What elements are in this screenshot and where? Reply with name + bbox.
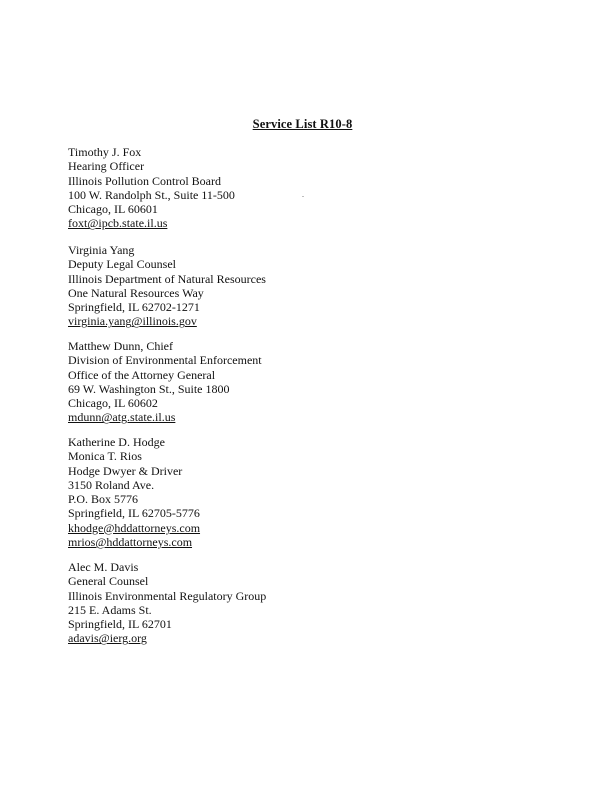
contact-city: Springfield, IL 62705-5776 bbox=[68, 506, 200, 521]
contact-street: 69 W. Washington St., Suite 1800 bbox=[68, 381, 230, 396]
contact-name: Timothy J. Fox bbox=[68, 145, 142, 159]
contact-block bbox=[68, 435, 200, 549]
contact-email-link[interactable]: adavis@ierg.org bbox=[68, 631, 147, 646]
page-title: Service List R10-8 bbox=[252, 117, 353, 131]
scan-speck: . bbox=[302, 190, 304, 199]
contact-organization: Illinois Environmental Regulatory Group bbox=[68, 588, 267, 603]
contact-block bbox=[68, 145, 235, 231]
contact-organization: Hodge Dwyer & Driver bbox=[68, 463, 183, 478]
contact-block bbox=[68, 560, 266, 646]
contact-city: Chicago, IL 60602 bbox=[68, 396, 158, 411]
contact-name: Katherine D. Hodge bbox=[68, 435, 165, 449]
contact-block bbox=[68, 339, 262, 425]
contact-organization: Illinois Pollution Control Board bbox=[68, 173, 222, 188]
contact-email-link[interactable]: virginia.yang@illinois.gov bbox=[68, 314, 197, 329]
contact-email-link[interactable]: mrios@hddattorneys.com bbox=[68, 535, 193, 550]
contact-name: Matthew Dunn, Chief bbox=[68, 339, 173, 353]
contact-title: Hearing Officer bbox=[68, 159, 145, 174]
contact-organization: Illinois Department of Natural Resources bbox=[68, 271, 266, 286]
contact-title: General Counsel bbox=[68, 574, 149, 589]
contact-email-link[interactable]: mdunn@atg.state.il.us bbox=[68, 410, 176, 425]
contact-po-box: P.O. Box 5776 bbox=[68, 492, 139, 507]
contact-name: Alec M. Davis bbox=[68, 560, 139, 574]
contact-organization: Office of the Attorney General bbox=[68, 367, 216, 382]
contact-city: Chicago, IL 60601 bbox=[68, 202, 158, 217]
contact-name: Virginia Yang bbox=[68, 243, 135, 257]
contact-email-link[interactable]: foxt@ipcb.state.il.us bbox=[68, 216, 168, 231]
contact-email-link[interactable]: khodge@hddattorneys.com bbox=[68, 520, 201, 535]
contact-street: One Natural Resources Way bbox=[68, 285, 204, 300]
contact-city: Springfield, IL 62702-1271 bbox=[68, 300, 200, 315]
contact-city: Springfield, IL 62701 bbox=[68, 617, 172, 632]
contact-name: Monica T. Rios bbox=[68, 449, 142, 464]
contact-title: Deputy Legal Counsel bbox=[68, 257, 176, 272]
contact-street: 100 W. Randolph St., Suite 11-500 bbox=[68, 187, 235, 202]
contact-division: Division of Environmental Enforcement bbox=[68, 353, 262, 368]
contact-street: 3150 Roland Ave. bbox=[68, 477, 155, 492]
contact-street: 215 E. Adams St. bbox=[68, 602, 152, 617]
contact-block bbox=[68, 243, 266, 329]
